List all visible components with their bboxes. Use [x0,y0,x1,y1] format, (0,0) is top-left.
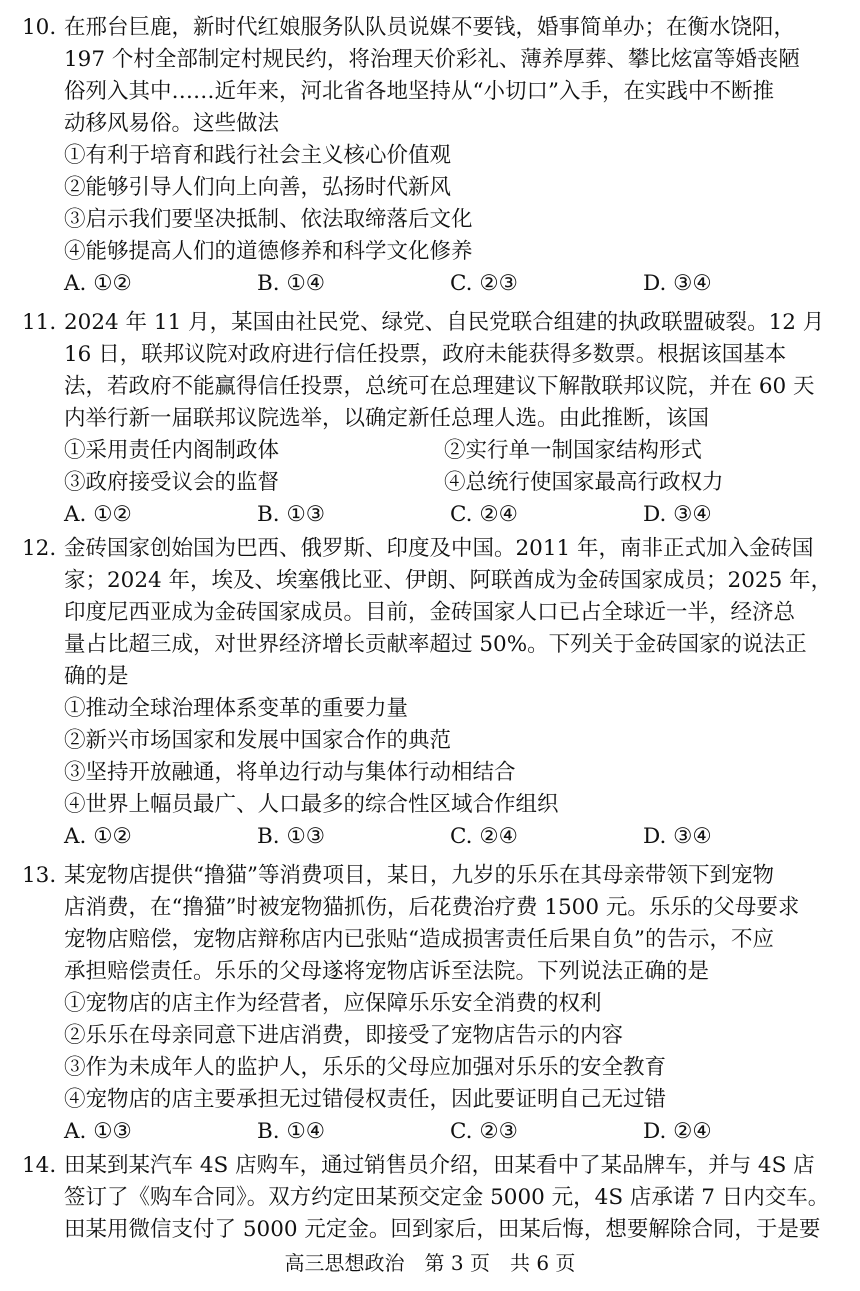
statement-option: ④世界上幅员最广、人口最多的综合性区域合作组织 [64,792,559,817]
stem-line: 俗列入其中……近年来，河北省各地坚持从“小切口”入手，在实践中不断推 [64,79,774,104]
answer-choices [64,1116,842,1148]
question-stem [64,12,842,140]
stem-line: 内举行新一届联邦议院选举，以确定新任总理人选。由此推断，该国 [64,406,710,431]
choice-d: D. ③④ [643,824,712,849]
question-stem [64,860,842,988]
question-13 [22,860,842,1148]
choice-d: D. ②④ [643,1119,712,1144]
statement-option: ④总统行使国家最高行政权力 [444,470,724,495]
statement-option: ③作为未成年人的监护人，乐乐的父母应加强对乐乐的安全教育 [64,1055,667,1080]
choice-d: D. ③④ [643,502,712,527]
statement-option: ④能够提高人们的道德修养和科学文化修养 [64,239,473,264]
stem-line: 田某用微信支付了 5000 元定金。回到家后，田某后悔，想要解除合同，于是要 [64,1217,821,1242]
stem-line: 197 个村全部制定村规民约，将治理天价彩礼、薄养厚葬、攀比炫富等婚丧陋 [64,47,800,72]
stem-line: 量占比超三成，对世界经济增长贡献率超过 50%。下列关于金砖国家的说法正 [64,632,807,657]
statement-option: ②实行单一制国家结构形式 [444,438,703,463]
question-stem [64,533,842,693]
choice-a: A. ①② [64,502,132,527]
answer-choices [64,821,842,853]
option-row [64,435,842,467]
statement-option: ②新兴市场国家和发展中国家合作的典范 [64,728,452,753]
statement-option: ②乐乐在母亲同意下进店消费，即接受了宠物店告示的内容 [64,1023,624,1048]
question-12 [22,533,842,853]
stem-line: 某宠物店提供“撸猫”等消费项目，某日，九岁的乐乐在其母亲带领下到宠物 [64,863,774,888]
stem-line: 田某到某汽车 4S 店购车，通过销售员介绍，田某看中了某品牌车，并与 4S 店 [64,1153,815,1178]
statement-option: ③启示我们要坚决抵制、依法取缔落后文化 [64,207,473,232]
question-number: 12. [22,536,57,561]
question-14 [22,1150,842,1246]
statement-option: ①推动全球治理体系变革的重要力量 [64,696,409,721]
option-row [64,467,842,499]
stem-line: 法，若政府不能赢得信任投票，总统可在总理建议下解散联邦议院，并在 60 天 [64,374,815,399]
stem-line: 确的是 [64,664,129,689]
question-11 [22,307,842,531]
question-number: 14. [22,1153,57,1178]
choice-b: B. ①④ [257,271,326,296]
statement-option: ③政府接受议会的监督 [64,470,280,495]
statement-option: ②能够引导人们向上向善，弘扬时代新风 [64,175,452,200]
statement-option: ①采用责任内阁制政体 [64,438,280,463]
question-number: 10. [22,15,57,40]
question-10 [22,12,842,300]
page-footer: 高三思想政治 第 3 页 共 6 页 [284,1251,576,1275]
statement-option: ①宠物店的店主作为经营者，应保障乐乐安全消费的权利 [64,991,602,1016]
choice-a: A. ①③ [64,1119,132,1144]
answer-choices [64,268,842,300]
statement-option: ④宠物店的店主要承担无过错侵权责任，因此要证明自己无过错 [64,1087,667,1112]
stem-line: 店消费，在“撸猫”时被宠物猫抓伤，后花费治疗费 1500 元。乐乐的父母要求 [64,895,800,920]
question-number: 13. [22,863,57,888]
statement-option: ③坚持开放融通，将单边行动与集体行动相结合 [64,760,516,785]
stem-line: 印度尼西亚成为金砖国家成员。目前，金砖国家人口已占全球近一半，经济总 [64,600,796,625]
stem-line: 承担赔偿责任。乐乐的父母遂将宠物店诉至法院。下列说法正确的是 [64,959,710,984]
choice-c: C. ②③ [450,1119,518,1144]
stem-line: 16 日，联邦议院对政府进行信任投票，政府未能获得多数票。根据该国基本 [64,342,787,367]
stem-line: 签订了《购车合同》。双方约定田某预交定金 5000 元，4S 店承诺 7 日内交车。 [64,1185,830,1210]
stem-line: 家；2024 年，埃及、埃塞俄比亚、伊朗、阿联酋成为金砖国家成员；2025 年， [64,568,833,593]
question-number: 11. [22,310,57,335]
choice-a: A. ①② [64,271,132,296]
stem-line: 宠物店赔偿，宠物店辩称店内已张贴“造成损害责任后果自负”的告示，不应 [64,927,774,952]
choice-a: A. ①② [64,824,132,849]
stem-line: 在邢台巨鹿，新时代红娘服务队队员说媒不要钱，婚事简单办；在衡水饶阳， [64,15,796,40]
stem-line: 动移风易俗。这些做法 [64,111,280,136]
question-stem [64,307,842,435]
choice-d: D. ③④ [643,271,712,296]
statement-option: ①有利于培育和践行社会主义核心价值观 [64,143,452,168]
stem-line: 金砖国家创始国为巴西、俄罗斯、印度及中国。2011 年，南非正式加入金砖国 [64,536,814,561]
choice-c: C. ②③ [450,271,518,296]
choice-c: C. ②④ [450,824,518,849]
choice-b: B. ①③ [257,502,326,527]
answer-choices [64,499,842,531]
choice-c: C. ②④ [450,502,518,527]
question-stem [64,1150,842,1246]
choice-b: B. ①④ [257,1119,326,1144]
stem-line: 2024 年 11 月，某国由社民党、绿党、自民党联合组建的执政联盟破裂。12 月 [64,310,825,335]
choice-b: B. ①③ [257,824,326,849]
